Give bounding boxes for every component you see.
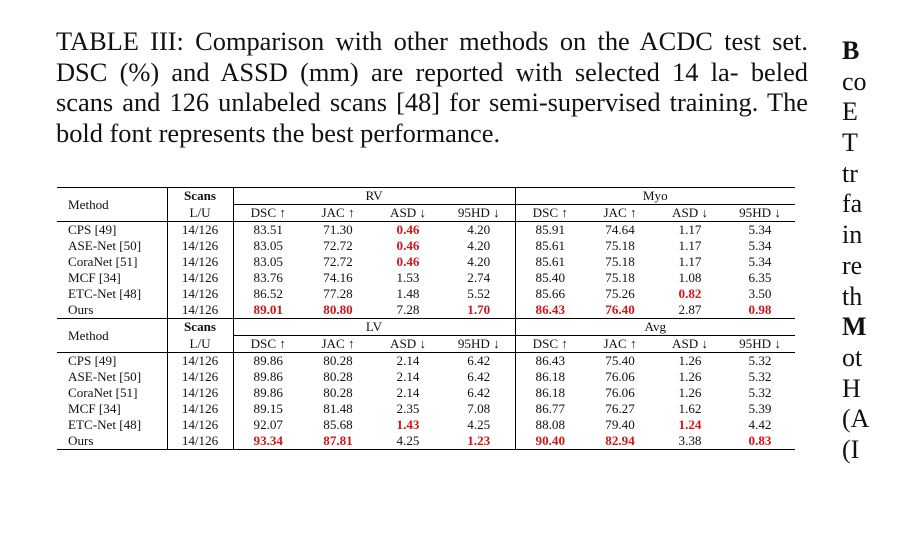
metric-header: DSC ↑ — [515, 205, 585, 222]
table-row — [57, 302, 795, 319]
value-cell: 72.72 — [323, 254, 353, 269]
value-cell: 74.16 — [323, 270, 353, 285]
table-row — [57, 369, 795, 385]
value-cell: 82.94 — [585, 433, 655, 450]
adjacent-column-fragment: B — [842, 36, 860, 65]
caption-line: set. DSC (%) and ASSD (mm) are reported with selected 14 la- — [56, 26, 808, 87]
value-cell: 0.46 — [396, 254, 420, 269]
group-header: Myo — [515, 188, 795, 205]
metric-header: ASD ↓ — [655, 336, 725, 353]
value-cell: 1.23 — [443, 433, 515, 450]
adjacent-column-fragment: tr — [842, 158, 858, 188]
value-cell: 88.08 — [515, 417, 585, 433]
value-cell: 5.32 — [748, 353, 772, 368]
value-cell: 5.34 — [748, 222, 772, 237]
value-cell: 89.15 — [233, 401, 303, 417]
method-header: Method — [57, 188, 167, 222]
value-cell: 5.32 — [748, 369, 772, 384]
value-cell: 72.72 — [323, 238, 353, 253]
value-cell: 80.28 — [323, 369, 353, 384]
value-cell: 89.86 — [233, 353, 303, 370]
value-cell: 7.28 — [396, 302, 420, 317]
value-cell: 5.34 — [748, 238, 772, 253]
metric-header: ASD ↓ — [373, 336, 443, 353]
table-row — [57, 401, 795, 417]
value-cell: 0.46 — [396, 222, 420, 237]
value-cell: 77.28 — [323, 286, 353, 301]
value-cell: 2.14 — [396, 385, 420, 400]
value-cell: 86.18 — [515, 385, 585, 401]
value-cell: 5.32 — [748, 385, 772, 400]
value-cell: 85.40 — [515, 270, 585, 286]
method-cell: CPS [49] — [68, 222, 117, 237]
scans-cell: 14/126 — [167, 254, 233, 270]
value-cell: 93.34 — [233, 433, 303, 450]
adjacent-column-fragment: co — [842, 66, 867, 96]
group-header: LV — [233, 319, 515, 336]
value-cell: 2.35 — [396, 401, 420, 416]
value-cell: 5.39 — [748, 401, 772, 416]
metric-header: 95HD ↓ — [725, 205, 795, 222]
scans-cell: 14/126 — [167, 433, 233, 450]
value-cell: 71.30 — [323, 222, 353, 237]
method-cell: ASE-Net [50] — [68, 369, 142, 384]
value-cell: 5.34 — [748, 254, 772, 269]
metric-header: ASD ↓ — [373, 205, 443, 222]
adjacent-column-fragment: H — [842, 373, 861, 403]
value-cell: 86.52 — [233, 286, 303, 302]
value-cell: 1.26 — [678, 353, 702, 368]
adjacent-column-fragment: E — [842, 97, 858, 127]
value-cell: 86.43 — [515, 353, 585, 370]
value-cell: 0.46 — [396, 238, 420, 253]
value-cell: 1.43 — [396, 417, 420, 432]
value-cell: 80.80 — [323, 302, 353, 317]
adjacent-column-text — [842, 36, 902, 466]
value-cell: 1.17 — [678, 254, 702, 269]
table-header-row — [57, 188, 795, 205]
value-cell: 6.42 — [467, 369, 491, 384]
method-cell: ETC-Net [48] — [68, 417, 142, 432]
value-cell: 89.86 — [233, 385, 303, 401]
method-cell: CoraNet [51] — [68, 254, 138, 269]
scans-cell: 14/126 — [167, 222, 233, 239]
adjacent-column-fragment: re — [842, 250, 863, 280]
table-row — [57, 222, 795, 239]
value-cell: 75.18 — [605, 238, 635, 253]
metric-header: 95HD ↓ — [443, 336, 515, 353]
table-subheader-row — [57, 336, 795, 353]
value-cell: 86.77 — [515, 401, 585, 417]
method-cell: Ours — [68, 302, 94, 317]
method-cell: ASE-Net [50] — [68, 238, 142, 253]
table-row — [57, 433, 795, 450]
value-cell: 1.48 — [396, 286, 420, 301]
value-cell: 81.48 — [323, 401, 353, 416]
value-cell: 89.86 — [233, 369, 303, 385]
adjacent-column-fragment: (I — [842, 434, 860, 464]
adjacent-column-fragment: in — [842, 220, 863, 250]
value-cell: 6.42 — [467, 353, 491, 368]
value-cell: 1.70 — [467, 302, 491, 317]
metric-header: 95HD ↓ — [443, 205, 515, 222]
value-cell: 4.20 — [467, 254, 491, 269]
scans-header: Scans — [167, 188, 233, 205]
method-header: Method — [57, 319, 167, 353]
adjacent-column-fragment: M — [842, 312, 867, 342]
metric-header: 95HD ↓ — [725, 336, 795, 353]
value-cell: 2.87 — [678, 302, 702, 317]
value-cell: 75.18 — [605, 254, 635, 269]
value-cell: 3.38 — [655, 433, 725, 450]
value-cell: 85.61 — [515, 254, 585, 270]
scans-cell: 14/126 — [167, 286, 233, 302]
scans-subheader: L/U — [167, 205, 233, 222]
value-cell: 2.14 — [396, 369, 420, 384]
value-cell: 1.53 — [396, 270, 420, 285]
value-cell: 5.52 — [467, 286, 491, 301]
metric-header: JAC ↑ — [303, 336, 373, 353]
value-cell: 76.06 — [605, 369, 635, 384]
value-cell: 90.40 — [515, 433, 585, 450]
table-row — [57, 417, 795, 433]
value-cell: 1.26 — [678, 385, 702, 400]
comparison-table — [57, 187, 795, 450]
value-cell: 86.43 — [515, 302, 585, 319]
method-cell: MCF [34] — [68, 401, 121, 416]
value-cell: 1.26 — [678, 369, 702, 384]
table-caption — [56, 26, 808, 148]
adjacent-column-fragment: T — [842, 128, 858, 158]
caption-line: TABLE III: Comparison with other methods on the ACDC test — [56, 26, 761, 56]
value-cell: 4.20 — [467, 222, 491, 237]
table-header-row — [57, 319, 795, 336]
caption-line: beled scans and 126 unlabeled scans [48] for semi-supervised — [56, 56, 808, 117]
value-cell: 92.07 — [233, 417, 303, 433]
table-row — [57, 385, 795, 401]
value-cell: 89.01 — [233, 302, 303, 319]
method-cell: ETC-Net [48] — [68, 286, 142, 301]
value-cell: 76.27 — [605, 401, 635, 416]
value-cell: 79.40 — [605, 417, 635, 432]
metric-header: DSC ↑ — [233, 336, 303, 353]
caption-line: training. The bold font represents the best performance. — [56, 87, 808, 148]
scans-cell: 14/126 — [167, 353, 233, 370]
value-cell: 0.83 — [725, 433, 795, 450]
adjacent-column-fragment: ot — [842, 342, 863, 372]
table-row — [57, 238, 795, 254]
group-header: RV — [233, 188, 515, 205]
value-cell: 1.17 — [678, 238, 702, 253]
value-cell: 7.08 — [467, 401, 491, 416]
value-cell: 74.64 — [605, 222, 635, 237]
value-cell: 80.28 — [323, 353, 353, 368]
metric-header: ASD ↓ — [655, 205, 725, 222]
method-cell: Ours — [57, 433, 167, 450]
value-cell: 85.68 — [323, 417, 353, 432]
value-cell: 3.50 — [748, 286, 772, 301]
value-cell: 6.35 — [748, 270, 772, 285]
metric-header: JAC ↑ — [303, 205, 373, 222]
value-cell: 76.40 — [605, 302, 635, 317]
scans-cell: 14/126 — [167, 401, 233, 417]
adjacent-column-fragment: fa — [842, 189, 863, 219]
adjacent-column-fragment: (A — [842, 404, 870, 434]
scans-cell: 14/126 — [167, 417, 233, 433]
value-cell: 0.98 — [748, 302, 772, 317]
value-cell: 1.08 — [678, 270, 702, 285]
table-row — [57, 353, 795, 370]
scans-cell: 14/126 — [167, 385, 233, 401]
scans-cell: 14/126 — [167, 302, 233, 319]
method-cell: CPS [49] — [68, 353, 117, 368]
table-row — [57, 270, 795, 286]
metric-header: DSC ↑ — [515, 336, 585, 353]
value-cell: 85.66 — [515, 286, 585, 302]
scans-cell: 14/126 — [167, 270, 233, 286]
scans-cell: 14/126 — [167, 238, 233, 254]
value-cell: 0.82 — [678, 286, 702, 301]
value-cell: 1.62 — [678, 401, 702, 416]
value-cell: 86.18 — [515, 369, 585, 385]
value-cell: 1.24 — [678, 417, 702, 432]
table-row — [57, 286, 795, 302]
scans-subheader: L/U — [167, 336, 233, 353]
value-cell: 75.26 — [605, 286, 635, 301]
group-header: Avg — [515, 319, 795, 336]
method-cell: MCF [34] — [68, 270, 121, 285]
table-subheader-row — [57, 205, 795, 222]
value-cell: 85.91 — [515, 222, 585, 239]
value-cell: 2.14 — [396, 353, 420, 368]
value-cell: 76.06 — [605, 385, 635, 400]
metric-header: JAC ↑ — [585, 336, 655, 353]
metric-header: DSC ↑ — [233, 205, 303, 222]
scans-header: Scans — [167, 319, 233, 336]
metric-header: JAC ↑ — [585, 205, 655, 222]
method-cell: CoraNet [51] — [68, 385, 138, 400]
adjacent-column-fragment: th — [842, 281, 863, 311]
value-cell: 75.18 — [605, 270, 635, 285]
value-cell: 4.25 — [467, 417, 491, 432]
value-cell: 6.42 — [467, 385, 491, 400]
table-row — [57, 254, 795, 270]
value-cell: 80.28 — [323, 385, 353, 400]
value-cell: 75.40 — [605, 353, 635, 368]
scans-cell: 14/126 — [167, 369, 233, 385]
value-cell: 83.76 — [233, 270, 303, 286]
value-cell: 83.05 — [233, 238, 303, 254]
value-cell: 85.61 — [515, 238, 585, 254]
value-cell: 1.17 — [678, 222, 702, 237]
value-cell: 87.81 — [303, 433, 373, 450]
value-cell: 83.51 — [233, 222, 303, 239]
value-cell: 2.74 — [467, 270, 491, 285]
value-cell: 4.42 — [748, 417, 772, 432]
value-cell: 4.20 — [467, 238, 491, 253]
value-cell: 83.05 — [233, 254, 303, 270]
comparison-table-wrapper — [57, 187, 795, 450]
value-cell: 4.25 — [373, 433, 443, 450]
